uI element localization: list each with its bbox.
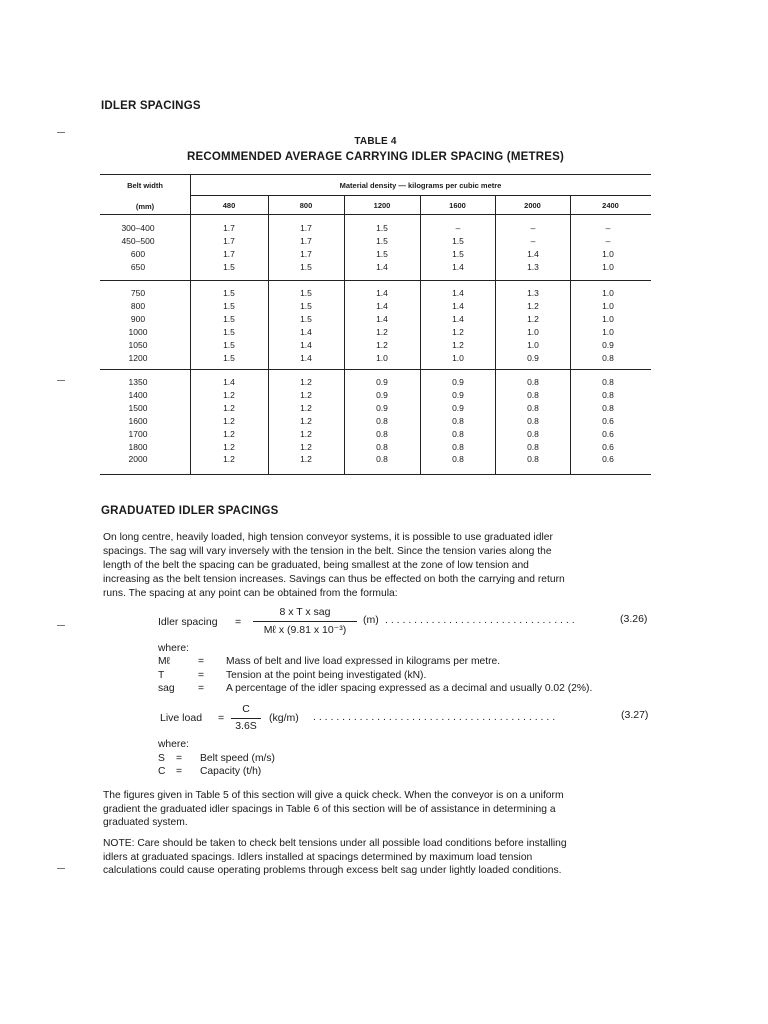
belt-width-group (108, 222, 168, 274)
value-cell: 1.2 (376, 326, 388, 337)
belt-width-cell: 600 (130, 248, 146, 259)
intro-paragraph (103, 531, 654, 601)
text-line: idlers at graduated spacings. Idlers installed at spacings determined by maximum load tension (103, 851, 533, 863)
value-cell: 1.4 (527, 248, 539, 259)
value-cell: 1.5 (223, 352, 235, 363)
belt-width-cell: 1200 (128, 352, 148, 363)
fraction-bar (231, 718, 261, 719)
idler-spacing-table (100, 174, 651, 476)
where-list (158, 752, 275, 778)
value-cell: 1.2 (527, 313, 539, 324)
value-column (352, 287, 412, 364)
value-column (276, 376, 336, 466)
value-cell: 1.2 (300, 389, 312, 400)
where-list (158, 655, 592, 696)
value-cell: 1.5 (300, 261, 312, 272)
value-cell: 0.9 (452, 377, 464, 387)
value-cell: 1.5 (452, 248, 464, 259)
value-cell: 1.7 (223, 235, 235, 246)
belt-width-cell: 1000 (128, 326, 148, 337)
value-cell: 1.4 (376, 288, 388, 298)
value-cell: 1.7 (223, 248, 235, 259)
value-column (428, 287, 488, 364)
value-cell: 1.2 (452, 339, 464, 350)
value-column (428, 222, 488, 274)
where-symbol: S (158, 753, 165, 764)
value-column (578, 287, 638, 364)
value-cell: 0.8 (527, 402, 539, 413)
belt-width-cell: 1400 (128, 389, 148, 400)
value-cell: 1.2 (527, 300, 539, 311)
belt-width-unit: (mm) (135, 202, 155, 211)
value-column (352, 376, 412, 466)
table-reference-paragraph (103, 789, 654, 830)
value-cell: 1.2 (300, 441, 312, 452)
belt-width-cell: 650 (130, 261, 146, 272)
value-column (276, 222, 336, 274)
value-cell: 1.4 (452, 313, 464, 324)
value-cell: 1.0 (452, 352, 464, 363)
density-header: 2000 (524, 201, 541, 210)
formula-numerator: 8 x T x sag (279, 606, 331, 618)
value-cell: 1.0 (602, 313, 614, 324)
value-cell: 0.8 (376, 454, 388, 465)
density-header: 1200 (373, 201, 391, 210)
belt-width-cell: 1050 (128, 339, 148, 350)
value-cell: 1.2 (223, 389, 235, 400)
belt-width-cell: 1800 (128, 441, 148, 452)
where-label: where: (158, 739, 189, 750)
formula-numerator: C (242, 703, 250, 715)
formula-ref: (3.27) (621, 709, 649, 721)
where-desc: Tension at the point being investigated (kN). (226, 669, 427, 681)
value-cell: 1.2 (300, 402, 312, 413)
value-cell: 1.4 (223, 377, 235, 387)
value-cell: 1.5 (376, 235, 388, 246)
belt-width-cell: 450–500 (121, 235, 155, 246)
density-header: 1600 (449, 201, 466, 210)
belt-width-group (108, 376, 168, 466)
value-cell: – (530, 223, 536, 233)
value-cell: 0.9 (602, 339, 614, 350)
value-cell: 1.2 (376, 339, 388, 350)
where-desc: Belt speed (m/s) (200, 753, 275, 764)
margin-mark (57, 132, 65, 133)
where-symbol: Mℓ (158, 656, 170, 667)
value-cell: 1.5 (223, 288, 235, 298)
value-cell: 0.9 (527, 352, 539, 363)
value-column (198, 287, 260, 364)
formula-eq: = (218, 712, 225, 724)
value-cell: – (605, 235, 611, 246)
value-cell: 1.2 (223, 415, 235, 426)
value-cell: 1.2 (300, 454, 312, 465)
belt-width-cell: 300–400 (121, 223, 155, 233)
value-cell: 1.5 (300, 300, 312, 311)
value-cell: 1.0 (602, 248, 614, 259)
belt-width-cell: 800 (130, 300, 146, 311)
where-desc: A percentage of the idler spacing expressed as a decimal and usually 0.02 (2%). (226, 683, 593, 694)
value-cell: 1.2 (223, 454, 235, 465)
value-cell: 0.8 (452, 441, 464, 452)
value-cell: 1.0 (527, 339, 539, 350)
formula-denominator: Mℓ x (9.81 x 10⁻³) (263, 624, 347, 636)
value-cell: 1.2 (300, 428, 312, 439)
value-cell: 0.8 (452, 454, 464, 465)
text-line: length of the belt the spacing can be graduated, being smallest at the zone of low tension and (103, 560, 529, 571)
value-cell: 1.5 (223, 261, 235, 272)
formula-dots: . . . . . . . . . . . . . . . . . . . . . . . . . . . . . . . . . (385, 614, 575, 626)
value-cell: 0.9 (452, 389, 464, 400)
value-column (578, 222, 638, 274)
value-cell: 1.7 (300, 248, 312, 259)
value-cell: 1.0 (527, 326, 539, 337)
value-cell: 0.8 (527, 415, 539, 426)
value-column (503, 376, 563, 466)
where-symbol: sag (158, 683, 175, 694)
value-cell: 1.2 (223, 428, 235, 439)
where-eq: = (198, 656, 205, 667)
value-column (428, 376, 488, 466)
value-cell: 0.8 (602, 402, 614, 413)
value-cell: 0.8 (527, 377, 539, 387)
value-cell: 0.8 (376, 441, 388, 452)
value-cell: 1.5 (376, 248, 388, 259)
value-cell: 1.5 (223, 339, 235, 350)
value-cell: – (455, 223, 461, 233)
value-cell: 1.0 (602, 326, 614, 337)
where-symbol: C (158, 766, 166, 777)
value-cell: 1.0 (376, 352, 388, 363)
value-cell: 0.8 (452, 428, 464, 439)
value-cell: 1.5 (452, 235, 464, 246)
density-header: 480 (222, 201, 236, 210)
formula-eq: = (235, 616, 242, 628)
where-eq: = (198, 683, 205, 694)
belt-width-header: Belt width (127, 181, 163, 190)
belt-width-cell: 750 (130, 288, 146, 298)
value-cell: 0.9 (376, 402, 388, 413)
belt-width-cell: 1600 (128, 415, 148, 426)
value-cell: 1.0 (602, 261, 614, 272)
value-cell: 0.8 (376, 415, 388, 426)
value-column (503, 287, 563, 364)
value-cell: 0.9 (452, 402, 464, 413)
value-cell: 1.4 (300, 326, 312, 337)
belt-width-cell: 2000 (128, 454, 148, 465)
text-line: increasing as the belt tension increases. Savings can thus be effected on both the carrying and return (103, 574, 565, 585)
value-cell: 0.8 (602, 352, 614, 363)
where-eq: = (198, 669, 205, 681)
text-line: gradient the graduated idler spacings in Table 6 of this section will be of assistance in determining a (103, 803, 556, 815)
idler-spacings-heading: IDLER SPACINGS (101, 100, 201, 112)
graduated-heading: GRADUATED IDLER SPACINGS (101, 505, 279, 517)
value-cell: 0.9 (376, 377, 388, 387)
value-cell: 1.4 (376, 313, 388, 324)
text-line: graduated system. (103, 817, 188, 828)
value-column (198, 376, 260, 466)
where-symbol: T (158, 669, 165, 681)
formula-ref: (3.26) (620, 613, 648, 625)
table-title: RECOMMENDED AVERAGE CARRYING IDLER SPACING (METRES) (187, 151, 564, 163)
belt-width-cell: 1350 (128, 377, 148, 387)
value-cell: 0.6 (602, 441, 614, 452)
text-line: runs. The spacing at any point can be obtained from the formula: (103, 588, 398, 599)
margin-mark (57, 868, 65, 869)
fraction-bar (253, 621, 357, 622)
value-cell: 1.2 (300, 377, 312, 387)
value-cell: 1.0 (602, 300, 614, 311)
value-cell: 1.4 (300, 352, 312, 363)
density-header: 2400 (602, 201, 619, 210)
formula-unit: (kg/m) (269, 712, 299, 724)
value-cell: 0.8 (452, 415, 464, 426)
belt-width-cell: 1700 (128, 428, 148, 439)
value-cell: 0.6 (602, 415, 614, 426)
value-cell: 1.4 (376, 261, 388, 272)
value-cell: 1.2 (300, 415, 312, 426)
text-line: NOTE: Care should be taken to check belt tensions under all possible load conditions before installing (103, 838, 567, 849)
value-cell: 1.5 (223, 313, 235, 324)
text-line: calculations could cause operating problems through excess belt sag under lightly loaded conditions. (103, 865, 562, 876)
table-caption: TABLE 4 (354, 136, 397, 147)
where-eq: = (176, 753, 183, 764)
density-header: 800 (299, 201, 313, 210)
value-cell: 0.8 (527, 441, 539, 452)
value-cell: 1.2 (223, 402, 235, 413)
value-cell: 1.2 (223, 441, 235, 452)
belt-width-cell: 1500 (128, 402, 148, 413)
text-line: spacings. The sag will vary inversely with the tension in the belt. Since the tension varies along the (103, 546, 552, 557)
value-cell: 0.8 (376, 428, 388, 439)
value-cell: 1.5 (223, 300, 235, 311)
value-cell: 1.7 (300, 223, 312, 233)
value-cell: 0.9 (376, 389, 388, 400)
value-cell: 1.3 (527, 288, 539, 298)
value-cell: 1.3 (527, 261, 539, 272)
note-paragraph (103, 837, 654, 878)
value-cell: 0.8 (602, 377, 614, 387)
value-cell: 1.4 (452, 288, 464, 298)
formula-lhs: Live load (160, 712, 203, 724)
value-cell: 0.8 (602, 389, 614, 400)
value-cell: 1.2 (452, 326, 464, 337)
text-line: The figures given in Table 5 of this section will give a quick check. When the conveyor is on a uniform (103, 790, 564, 801)
margin-mark (57, 380, 65, 381)
value-cell: 1.5 (300, 313, 312, 324)
formula-dots: . . . . . . . . . . . . . . . . . . . . . . . . . . . . . . . . . . . . . . . . . . (313, 711, 556, 723)
value-cell: 1.7 (300, 235, 312, 246)
where-desc: Mass of belt and live load expressed in kilograms per metre. (226, 656, 501, 667)
value-column (276, 287, 336, 364)
where-label: where: (158, 643, 189, 654)
value-cell: 1.4 (452, 261, 464, 272)
value-cell: 1.5 (223, 326, 235, 337)
formula-denominator: 3.6S (235, 720, 257, 732)
value-cell: 0.8 (527, 454, 539, 465)
value-cell: 1.4 (376, 300, 388, 311)
formula-unit: (m) (363, 614, 379, 626)
value-cell: 1.4 (300, 339, 312, 350)
value-cell: – (530, 235, 536, 246)
value-cell: 1.5 (376, 223, 388, 233)
value-cell: 1.5 (300, 288, 312, 298)
belt-width-cell: 900 (130, 313, 146, 324)
material-density-header: Material density — kilograms per cubic metre (339, 181, 502, 190)
belt-width-group (108, 287, 168, 364)
value-column (352, 222, 412, 274)
formula-lhs: Idler spacing (158, 616, 218, 628)
value-column (578, 376, 638, 466)
value-column (503, 222, 563, 274)
value-cell: 0.8 (527, 428, 539, 439)
value-cell: 0.6 (602, 454, 614, 465)
value-cell: – (605, 223, 611, 233)
where-eq: = (176, 766, 183, 777)
value-column (198, 222, 260, 274)
margin-mark (57, 625, 65, 626)
where-desc: Capacity (t/h) (200, 766, 262, 777)
text-line: On long centre, heavily loaded, high tension conveyor systems, it is possible to use graduated idler (103, 532, 553, 543)
value-cell: 1.0 (602, 288, 614, 298)
value-cell: 0.6 (602, 428, 614, 439)
value-cell: 0.8 (527, 389, 539, 400)
value-cell: 1.7 (223, 223, 235, 233)
value-cell: 1.4 (452, 300, 464, 311)
